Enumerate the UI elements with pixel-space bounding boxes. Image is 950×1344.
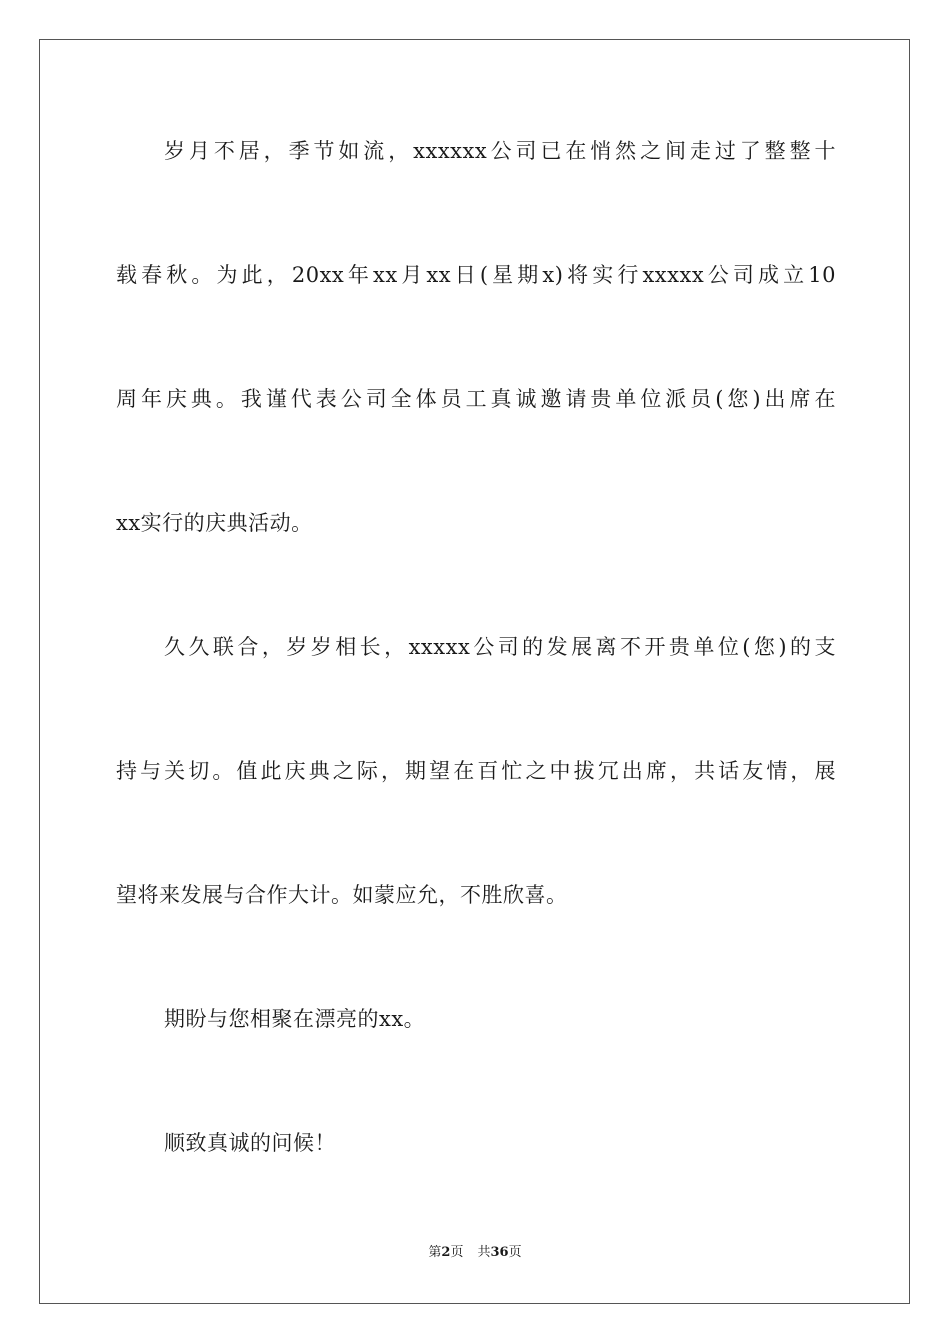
footer-total-suffix: 页 bbox=[508, 1245, 522, 1260]
paragraph-1-line-2: 载春秋。为此，20xx年xx月xx日(星期x)将实行xxxxx公司成立10 bbox=[116, 263, 836, 287]
paragraph-2-line-1: 久久联合，岁岁相长，xxxxx公司的发展离不开贵单位(您)的支 bbox=[164, 635, 836, 659]
paragraph-3: 期盼与您相聚在漂亮的xx。 bbox=[164, 1007, 426, 1031]
closing-greeting: 顺致真诚的问候！ bbox=[164, 1131, 336, 1155]
paragraph-1-line-3: 周年庆典。我谨代表公司全体员工真诚邀请贵单位派员(您)出席在 bbox=[116, 387, 836, 411]
page-footer bbox=[0, 1243, 950, 1263]
paragraph-2-line-3: 望将来发展与合作大计。如蒙应允，不胜欣喜。 bbox=[116, 883, 568, 907]
paragraph-2-line-2: 持与关切。值此庆典之际，期望在百忙之中拔冗出席，共话友情，展 bbox=[116, 759, 836, 783]
page-border bbox=[39, 39, 910, 1304]
footer-total-prefix: 共 bbox=[477, 1245, 491, 1260]
footer-page-prefix: 第 bbox=[428, 1245, 442, 1260]
footer-page-total: 36 bbox=[490, 1245, 509, 1260]
paragraph-1-line-1: 岁月不居，季节如流，xxxxxx公司已在悄然之间走过了整整十 bbox=[164, 139, 836, 163]
footer-page-suffix: 页 bbox=[450, 1245, 464, 1260]
footer-page-current: 2 bbox=[441, 1245, 451, 1260]
paragraph-1-line-4: xx实行的庆典活动。 bbox=[116, 511, 313, 535]
